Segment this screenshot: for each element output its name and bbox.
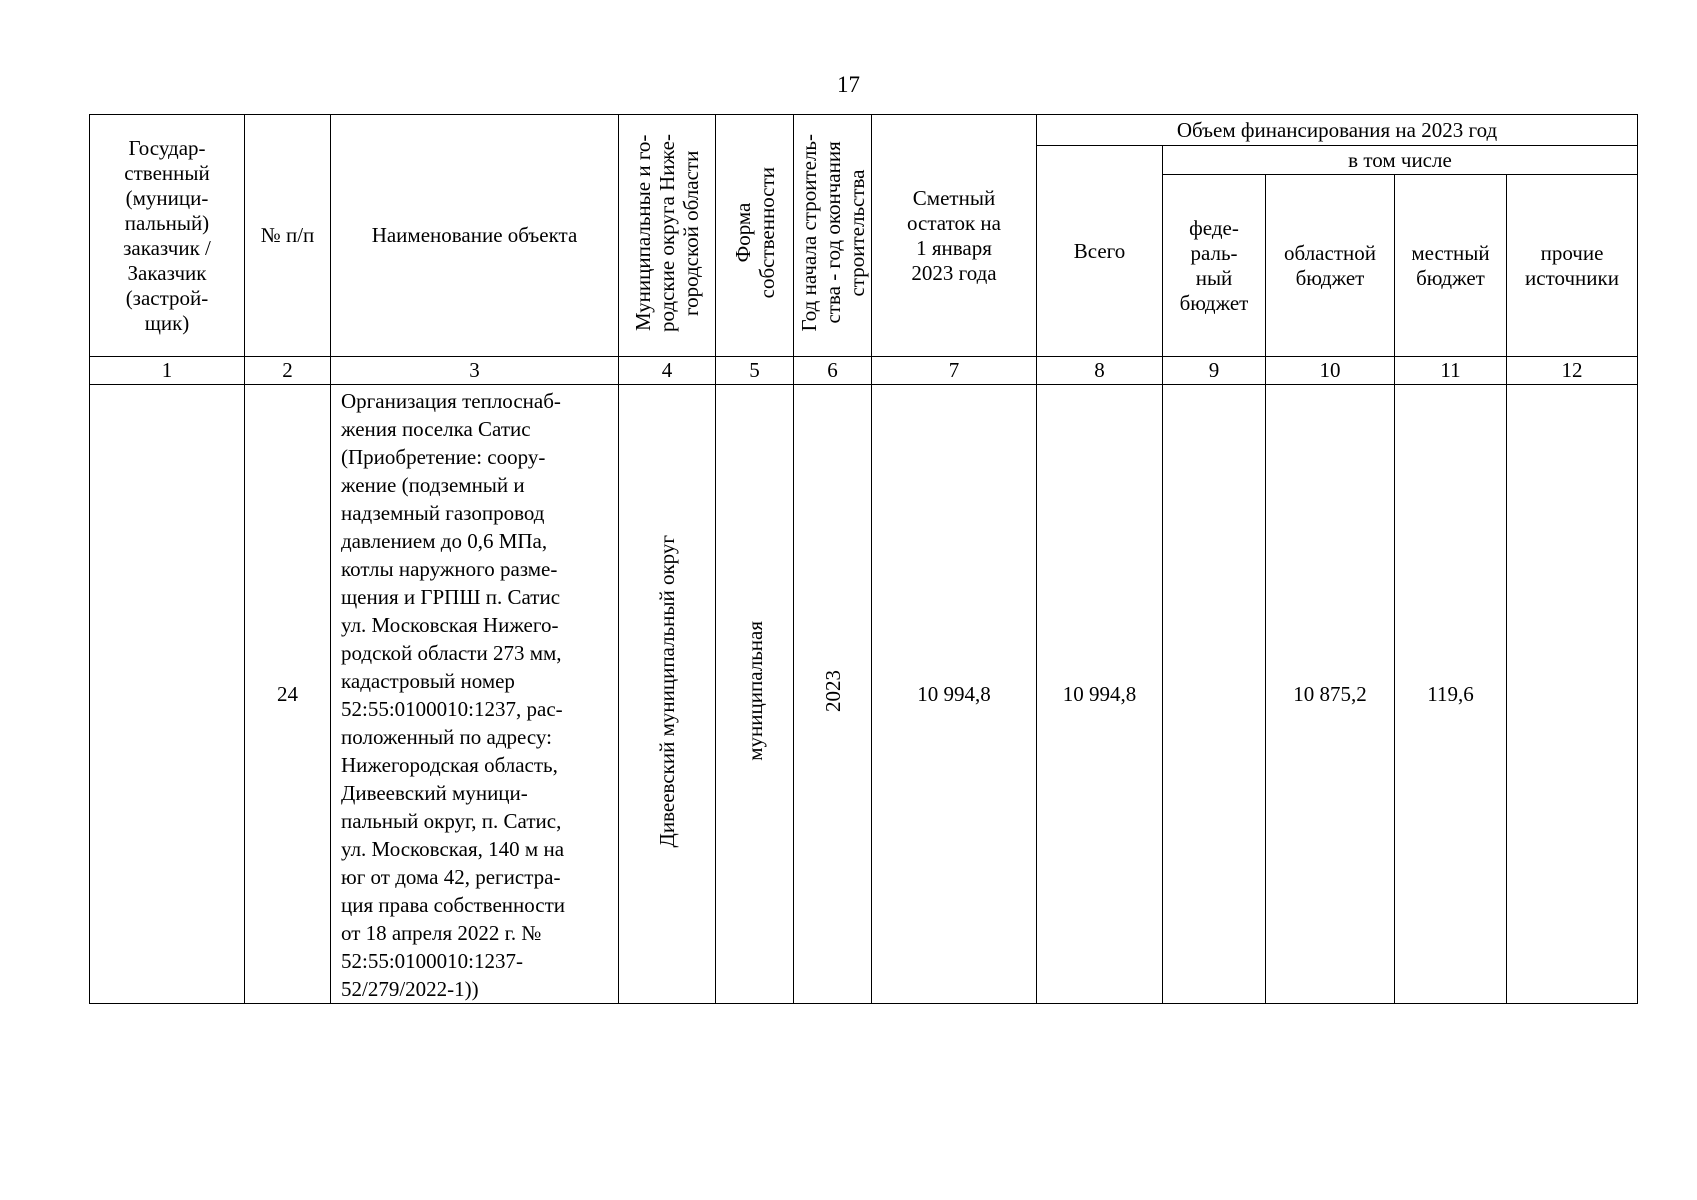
header-balance: Сметный остаток на 1 января 2023 года (872, 115, 1037, 357)
cell-other (1507, 385, 1638, 1004)
header-object-name: Наименование объекта (331, 115, 619, 357)
header-districts (619, 115, 716, 357)
column-number: 1 (90, 357, 245, 385)
header-funding-group: Объем финансирования на 2023 год (1037, 115, 1638, 146)
column-number: 6 (794, 357, 872, 385)
cell-customer (90, 385, 245, 1004)
cell-row-number: 24 (245, 385, 331, 1004)
header-row-number: № п/п (245, 115, 331, 357)
column-number: 5 (716, 357, 794, 385)
column-number: 8 (1037, 357, 1163, 385)
cell-years-text: 2023 (820, 670, 845, 712)
cell-district (619, 385, 716, 1004)
cell-balance: 10 994,8 (872, 385, 1037, 1004)
cell-years (794, 385, 872, 1004)
header-total: Всего (1037, 146, 1163, 357)
header-ownership (716, 115, 794, 357)
header-years (794, 115, 872, 357)
column-number: 11 (1395, 357, 1507, 385)
header-districts-text: Муниципальные и го- родские округа Ниже- городской области (631, 133, 703, 332)
column-numbers-row (90, 357, 1638, 385)
cell-total: 10 994,8 (1037, 385, 1163, 1004)
header-customer: Государ- ственный (муници- пальный) заказчик / Заказчик (застрой- щик) (90, 115, 245, 357)
header-regional: областной бюджет (1266, 175, 1395, 357)
page-number: 17 (837, 72, 860, 97)
header-other: прочие источники (1507, 175, 1638, 357)
column-number: 12 (1507, 357, 1638, 385)
table-row (90, 385, 1638, 1004)
header-local: местный бюджет (1395, 175, 1507, 357)
cell-ownership (716, 385, 794, 1004)
header-years-text: Год начала строитель- ства - год окончания строительства (796, 133, 869, 332)
header-including: в том числе (1163, 146, 1638, 175)
cell-ownership-text: муниципальная (742, 621, 767, 761)
column-number: 9 (1163, 357, 1266, 385)
header-ownership-text: Форма собственности (730, 166, 779, 299)
cell-object-name: Организация теплоснаб- жения поселка Сатис (Приобретение: соору- жение (подземный и надземный газопровод давлением до 0,6 МПа, котлы наружного разме- щения и ГРПШ п. Сатис ул. Московская Нижего- родской области 273 мм, кадастровый номер 52:55:0100010:1237, рас- положенный по адресу: Нижегородская область, Дивеевский муници- пальный округ, п. Сатис, ул. Московская, 140 м на юг от дома 42, регистра- ция права собственности от 18 апреля 2022 г. № 52:55:0100010:1237- 52/279/2022-1)) (331, 385, 619, 1004)
cell-district-text: Дивеевский муниципальный округ (655, 534, 679, 848)
cell-local: 119,6 (1395, 385, 1507, 1004)
column-number: 2 (245, 357, 331, 385)
column-number: 4 (619, 357, 716, 385)
cell-federal (1163, 385, 1266, 1004)
cell-regional: 10 875,2 (1266, 385, 1395, 1004)
financing-table (89, 114, 1638, 1004)
column-number: 7 (872, 357, 1037, 385)
column-number: 3 (331, 357, 619, 385)
header-federal: феде- раль- ный бюджет (1163, 175, 1266, 357)
column-number: 10 (1266, 357, 1395, 385)
